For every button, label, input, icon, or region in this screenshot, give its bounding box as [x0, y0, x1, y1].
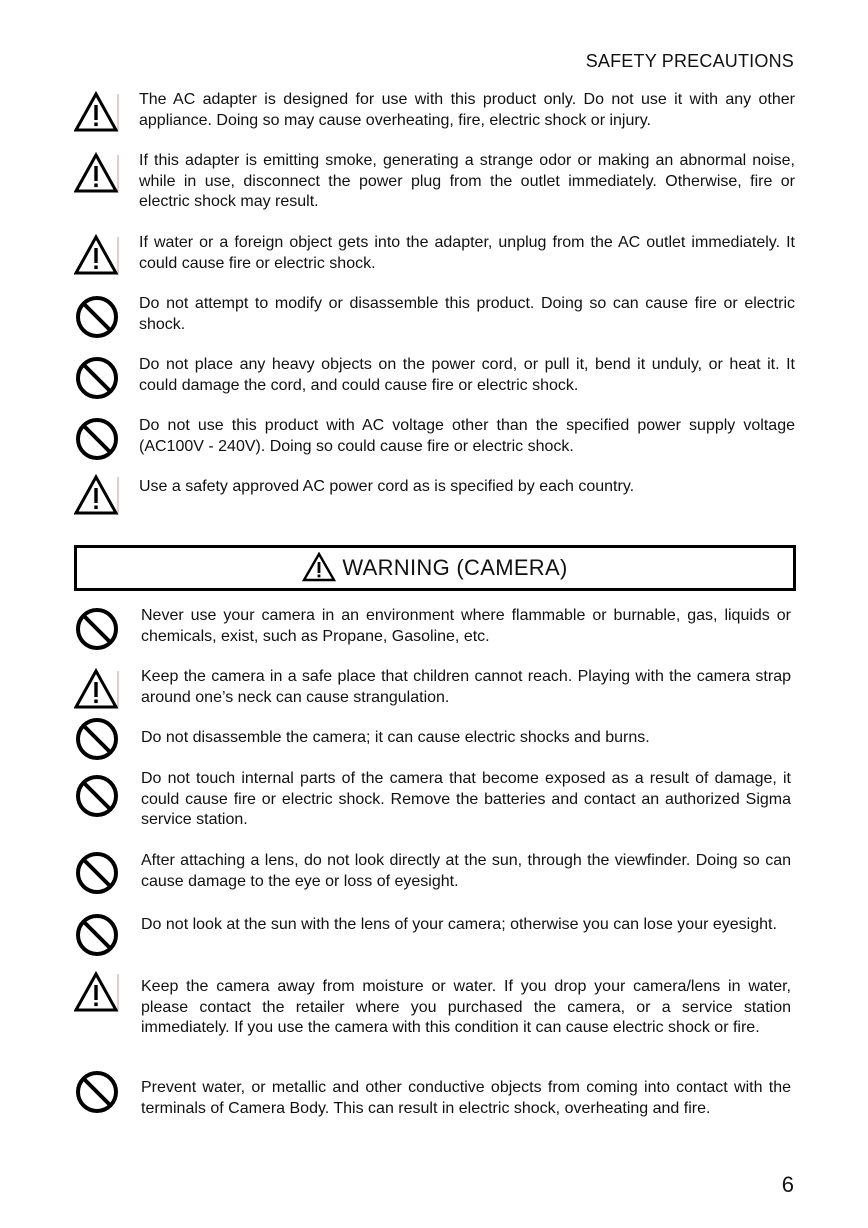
camera-item-text: After attaching a lens, do not look directly at the sun, through the viewfinder. Doing so can cause damage to the eye or loss of eyesight.: [141, 852, 791, 890]
prohibited-icon: [74, 355, 120, 399]
prohibited-icon: [74, 773, 120, 817]
adapter-item-text: If water or a foreign object gets into the adapter, unplug from the AC outlet immediately. It could cause fire or electric shock.: [139, 234, 795, 272]
adapter-item-text: Do not attempt to modify or disassemble this product. Doing so can cause fire or electric shock.: [139, 295, 795, 333]
warning-triangle-icon: [74, 233, 120, 277]
prohibited-icon: [74, 716, 120, 760]
camera-item-text: Do not touch internal parts of the camera that become exposed as a result of damage, it could cause fire or electric shock. Remove the batteries and contact an authorized Sigma service station.: [141, 770, 791, 828]
camera-item-text: Keep the camera away from moisture or water. If you drop your camera/lens in water, please contact the retailer where you purchased the camera, or a service station immediately. If you use the camera with this condition it can cause electric shock or fire.: [141, 978, 791, 1036]
adapter-item-text: The AC adapter is designed for use with this product only. Do not use it with any other appliance. Doing so may cause overheating, fire, electric shock or injury.: [139, 91, 795, 129]
prohibited-icon: [74, 606, 120, 650]
camera-item-text: Do not look at the sun with the lens of your camera; otherwise you can lose your eyesight.: [141, 916, 777, 933]
warning-triangle-icon: [74, 970, 120, 1014]
page-number: 6: [781, 1172, 794, 1197]
prohibited-icon: [74, 294, 120, 338]
adapter-item-text: Do not use this product with AC voltage other than the specified power supply voltage (AC100V - 240V). Doing so could cause fire or electric shock.: [139, 417, 795, 455]
warning-box-title: WARNING (CAMERA): [342, 555, 568, 580]
prohibited-icon: [74, 912, 120, 956]
warning-triangle-icon: [74, 473, 120, 517]
page-header: SAFETY PRECAUTIONS: [585, 51, 794, 71]
adapter-item-text: Use a safety approved AC power cord as is specified by each country.: [139, 478, 635, 495]
camera-item-text: Keep the camera in a safe place that children cannot reach. Playing with the camera strap around one’s neck can cause strangulation.: [141, 668, 791, 706]
prohibited-icon: [74, 1069, 120, 1113]
adapter-item-text: If this adapter is emitting smoke, generating a strange odor or making an abnormal noise, while in use, disconnect the power plug from the outlet immediately. Otherwise, fire or electric shock may result.: [139, 152, 795, 210]
camera-item-text: Never use your camera in an environment where flammable or burnable, gas, liquids or chemicals, exist, such as Propane, Gasoline, etc.: [141, 607, 791, 645]
warning-triangle-icon: [302, 552, 336, 582]
camera-item-text: Do not disassemble the camera; it can cause electric shocks and burns.: [141, 729, 650, 746]
warning-triangle-icon: [74, 90, 120, 134]
warning-triangle-icon: [74, 667, 120, 711]
prohibited-icon: [74, 850, 120, 894]
adapter-item-text: Do not place any heavy objects on the power cord, or pull it, bend it unduly, or heat it. It could damage the cord, and could cause fire or electric shock.: [139, 356, 795, 394]
warning-camera-heading: [74, 545, 796, 591]
warning-triangle-icon: [74, 151, 120, 195]
camera-item-text: Prevent water, or metallic and other conductive objects from coming into contact with the terminals of Camera Body. This can result in electric shock, overheating and fire.: [141, 1079, 791, 1117]
prohibited-icon: [74, 416, 120, 460]
